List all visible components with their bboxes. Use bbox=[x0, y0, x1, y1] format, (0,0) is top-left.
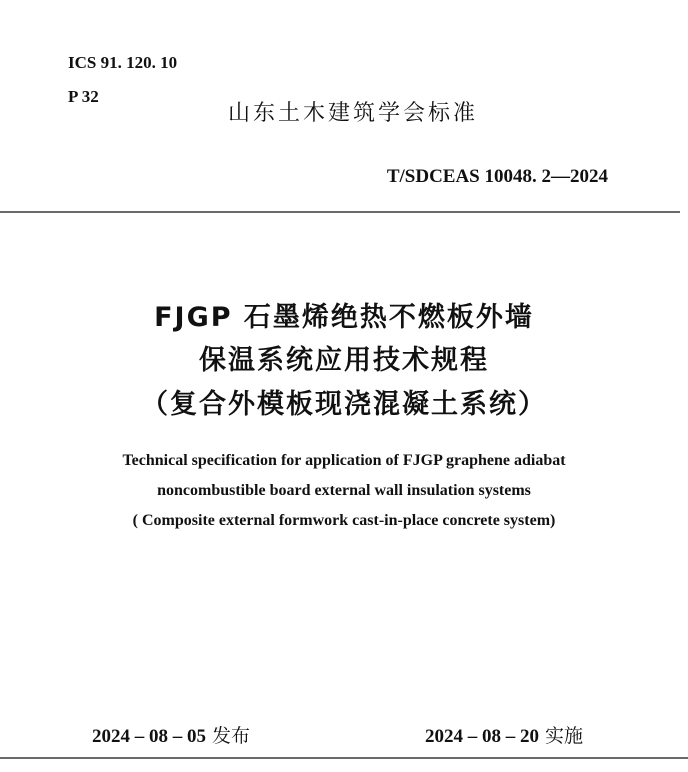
ccs-code: P 32 bbox=[68, 87, 99, 106]
title-en-line-2: noncombustible board external wall insulation systems bbox=[157, 482, 531, 499]
standard-number: T/SDCEAS 10048. 2—2024 bbox=[386, 166, 608, 187]
issuing-organization: 山东土木建筑学会标准 bbox=[227, 101, 478, 126]
title-en-line-3: ( Composite external formwork cast-in-place concrete system) bbox=[132, 512, 556, 529]
implementation-date-block bbox=[425, 724, 583, 749]
issue-date: 2024 – 08 – 05 bbox=[92, 726, 206, 747]
title-cn-line-3: （复合外模板现浇混凝土系统） bbox=[141, 389, 547, 420]
implementation-label: 实施 bbox=[545, 725, 584, 747]
title-cn-line-2: 保温系统应用技术规程 bbox=[199, 345, 489, 376]
title-cn-line-1: FJGP 石墨烯绝热不燃板外墙 bbox=[154, 302, 534, 333]
footer-divider bbox=[0, 757, 688, 759]
issue-date-block bbox=[92, 724, 250, 749]
ics-code: ICS 91. 120. 10 bbox=[68, 53, 178, 72]
title-en-line-1: Technical specification for application of FJGP graphene adiabat bbox=[122, 452, 566, 469]
implementation-date: 2024 – 08 – 20 bbox=[425, 726, 539, 747]
header-divider bbox=[0, 211, 680, 213]
issue-label: 发布 bbox=[212, 725, 251, 747]
